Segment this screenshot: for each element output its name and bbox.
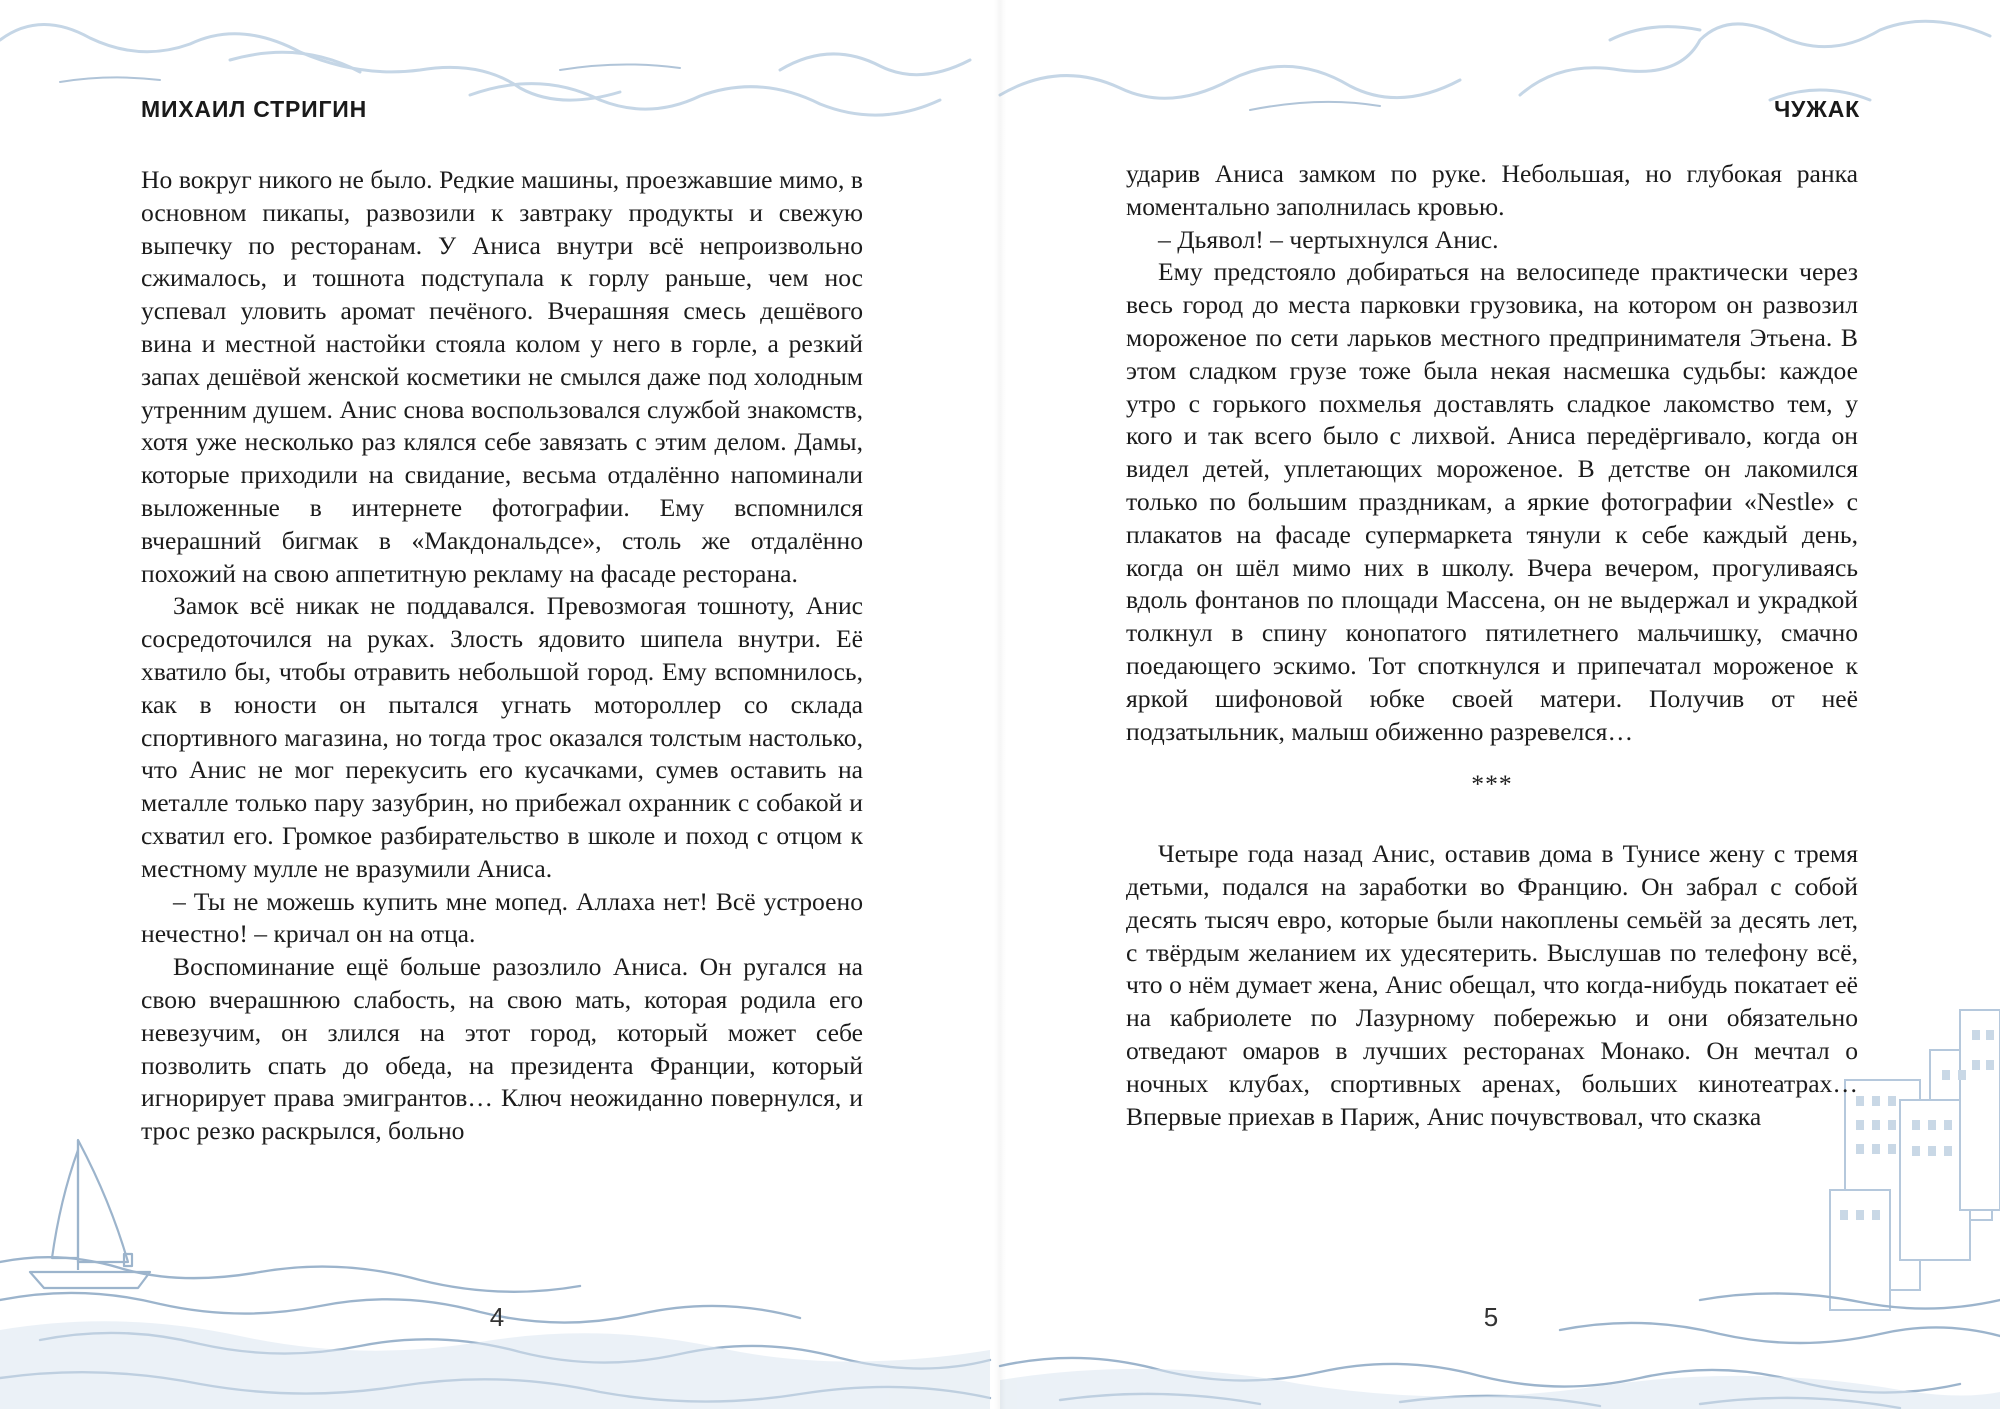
paragraph: – Дьявол! – чертыхнулся Анис. <box>1158 224 1499 254</box>
page-number-right: 5 <box>1483 1302 1499 1332</box>
paragraph: Ему предстояло добираться на велосипеде практически через весь город до места парковки грузовика, на котором он развозил мороженое по сети ларьков местного предпринимателя Этьена. В этом сладком грузе тоже была некая насмешка судьбы: каждое утро с горького похмелья доставлять сладкое лакомство тем, у кого и так всего было с лихвой. Аниса передёргивало, когда он видел детей, уплетающих мороженое. В детстве он лакомился только по большим праздникам, а яркие фотографии «Nestle» с плакатов на фасаде супермаркета тянули к себе каждый день, когда он шёл мимо них в школу. Вчера вечером, прогуливаясь вдоль фонтанов по площади Массена, он не выдержал и украдкой толкнул в спину конопатого пятилетнего мальчишку, смачно поедающего эскимо. Тот споткнулся и припечатал мороженое к яркой шифоновой юбке своей матери. Получив от неё подзатыльник, малыш обиженно разревелся… <box>1126 257 1858 746</box>
right-page-body <box>1126 158 1858 1133</box>
paragraph: Четыре года назад Анис, оставив дома в Тунисе жену с тремя детьми, подался на заработки во Францию. Он забрал с собой десять тысяч евро, которые были накоплены семьёй за десять лет, с твёрдым желанием их удесятерить. Выслушав по телефону всё, что о нём думает жена, Анис обещал, что когда-нибудь покатает её на кабриолете по Лазурному побережью и они обязательно отведают омаров в лучших ресторанах Монако. Он мечтал о ночных клубах, спортивных аренах, больших кинотеатрах… Впервые приехав в Париж, Анис почувствовал, что сказка <box>1126 839 1858 1131</box>
running-head-author: МИХАИЛ СТРИГИН <box>141 96 368 122</box>
paragraph: Замок всё никак не поддавался. Превозмогая тошноту, Анис сосредоточился на руках. Злость ядовито шипела внутри. Её хватило бы, чтобы отравить небольшой город. Ему вспомнилось, как в юности он пытался угнать мотороллер со склада спортивного магазина, но тогда трос оказался толстым настолько, что Анис не мог перекусить его кусачками, сумев оставить на металле только пару зазубрин, но прибежал охранник с собакой и схватил его. Громкое разбирательство в школе и поход с отцом к местному мулле не вразумили Аниса. <box>141 591 863 883</box>
book-gutter <box>994 0 1006 1409</box>
paragraph: – Ты не можешь купить мне мопед. Аллаха нет! Всё устроено нечестно! – кричал он на отца. <box>141 886 863 949</box>
sailboat-icon <box>30 1140 150 1288</box>
running-head-title: ЧУЖАК <box>1774 96 1860 122</box>
paragraph: Воспоминание ещё больше разозлило Аниса. Он ругался на свою вчерашнюю слабость, на свою мать, которая родила его невезучим, он злился на этот город, который может себе позволить спать до обеда, на президента Франции, который игнорирует права эмигрантов… Ключ неожиданно повернулся, и трос резко раскрылся, больно <box>141 952 863 1146</box>
paragraph: ударив Аниса замком по руке. Небольшая, но глубокая ранка моментально заполнилась кровью. <box>1126 159 1858 221</box>
section-break: *** <box>1471 769 1513 799</box>
left-page-body <box>141 164 863 1148</box>
page-number-left: 4 <box>489 1302 505 1332</box>
paragraph: Но вокруг никого не было. Редкие машины, проезжавшие мимо, в основном пикапы, развозили к завтраку продукты и свежую выпечку по ресторанам. У Аниса внутри всё непроизвольно сжималось, и тошнота подступала к горлу раньше, чем нос успевал уловить аромат печёного. Вчерашняя смесь дешёвого вина и местной настойки стояла колом у него в горле, а резкий запах дешёвой женской косметики не смылся даже под холодным утренним душем. Анис снова воспользовался службой знакомств, хотя уже несколько раз клялся себе завязать с этим делом. Дамы, которые приходили на свидание, весьма отдалённо напоминали выложенные в интернете фотографии. Ему вспомнился вчерашний бигмак в «Макдональдсе», столь же отдалённо похожий на свою аппетитную рекламу на фасаде ресторана. <box>141 165 863 588</box>
